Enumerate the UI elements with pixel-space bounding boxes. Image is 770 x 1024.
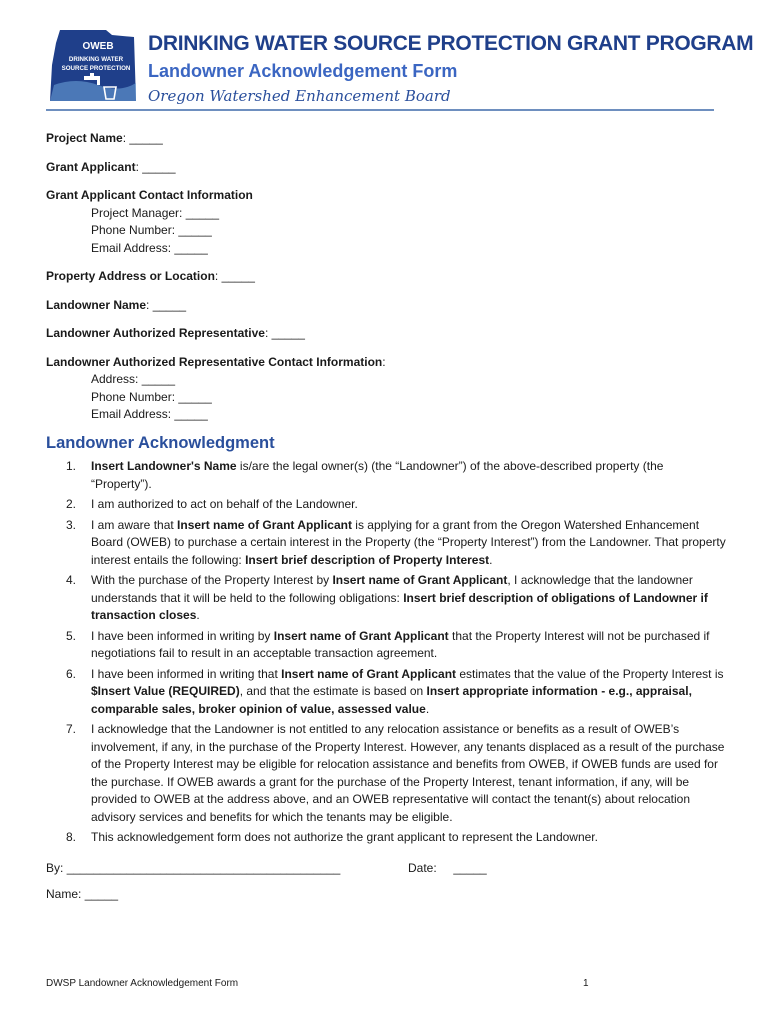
applicant-contact-heading: Grant Applicant Contact Information bbox=[46, 188, 253, 202]
acknowledgment-list bbox=[46, 458, 726, 850]
by-label: By: bbox=[46, 861, 64, 875]
page-title: DRINKING WATER SOURCE PROTECTION GRANT PROGRAM bbox=[148, 32, 754, 55]
date-label: Date: bbox=[408, 861, 437, 875]
phone-label-2: Phone Number: bbox=[91, 389, 176, 404]
by-row bbox=[46, 860, 726, 878]
list-item: 7. I acknowledge that the Landowner is not entitled to any relocation assistance or benefits as a result of OWEB’s involvement, if any, in the purchase of the Property Interest. However, any tenants displaced as a result of the purchase of the Property Interest may be eligible for relocation assistance and benefits from OWEB, if OWEB funds are used for the purchase. If OWEB awards a grant for the purchase of the Property Interest, tenant information, if any, will be provided to OWEB at the address above, and an OWEB representative will contact the tenant(s) about relocation advisory services and benefits for which the tenants may be eligible. bbox=[66, 722, 725, 824]
email-field-1[interactable]: _____ bbox=[174, 240, 208, 255]
list-item: 2. I am authorized to act on behalf of the Landowner. bbox=[66, 497, 358, 511]
form-subtitle: Landowner Acknowledgement Form bbox=[148, 61, 458, 81]
oweb-logo bbox=[46, 27, 138, 107]
phone-field-1[interactable]: _____ bbox=[178, 223, 212, 237]
form-fields bbox=[46, 130, 726, 424]
list-item: 6. I have been informed in writing that Insert name of Grant Applicant estimates that the value of the Property Interest is $Insert Value (REQUIRED), and that the estimate is based on Insert appropriate information - e.g., appraisal, comparable sales, broker opinion of value, assessed value. bbox=[66, 666, 724, 716]
logo-text-line3: SOURCE PROTECTION bbox=[61, 65, 131, 72]
signature-line[interactable]: _________________________________________ bbox=[66, 861, 341, 875]
project-manager-field[interactable]: _____ bbox=[185, 205, 220, 220]
grant-applicant-label: Grant Applicant bbox=[46, 159, 136, 174]
email-row-2 bbox=[46, 406, 726, 424]
email-label-1: Email Address: bbox=[91, 240, 172, 255]
project-manager-row bbox=[46, 205, 726, 223]
footer-form-name: DWSP Landowner Acknowledgement Form bbox=[46, 978, 239, 989]
signature-block bbox=[46, 860, 726, 904]
list-item: 8. This acknowledgement form does not authorize the grant applicant to represent the Landowner. bbox=[66, 830, 598, 844]
section-heading: Landowner Acknowledgment bbox=[46, 434, 275, 452]
project-name-label: Project Name bbox=[46, 131, 123, 145]
phone-row-1 bbox=[46, 222, 726, 240]
logo-text-line2: DRINKING WATER bbox=[68, 56, 124, 63]
name-label: Name: bbox=[46, 887, 82, 901]
phone-row-2 bbox=[46, 389, 726, 407]
name-field[interactable]: _____ bbox=[84, 887, 119, 901]
rep-contact-heading-row: Landowner Authorized Representative Contact Information: bbox=[46, 354, 386, 369]
address-row-2 bbox=[46, 371, 726, 389]
project-manager-label: Project Manager: bbox=[91, 205, 183, 220]
list-item: 3. I am aware that Insert name of Grant Applicant is applying for a grant from the Oregon Watershed Enhancement Board (OWEB) to purchase a certain interest in the Property (the “Property Interest”) from the Landowner. That property interest entails the following: Insert brief description of Property Interest. bbox=[66, 517, 726, 567]
address-label-2: Address: bbox=[91, 372, 139, 386]
authorized-rep-label: Landowner Authorized Representative bbox=[46, 326, 265, 340]
page-footer bbox=[46, 978, 726, 989]
address-field-2[interactable]: _____ bbox=[141, 372, 176, 386]
phone-label-1: Phone Number: bbox=[91, 223, 176, 237]
authorized-rep-row: Landowner Authorized Representative: _____ bbox=[46, 325, 726, 343]
property-address-row: Property Address or Location: _____ bbox=[46, 268, 726, 286]
rep-contact-heading: Landowner Authorized Representative Contact Information bbox=[46, 354, 383, 369]
phone-field-2[interactable]: _____ bbox=[178, 389, 212, 404]
page-number: 1 bbox=[583, 978, 589, 989]
landowner-name-row: Landowner Name: _____ bbox=[46, 297, 726, 315]
logo-text-oweb: OWEB bbox=[82, 41, 114, 52]
name-row bbox=[46, 886, 726, 904]
landowner-name-label: Landowner Name bbox=[46, 297, 147, 312]
landowner-name-field[interactable]: _____ bbox=[152, 297, 187, 312]
list-item: 4. With the purchase of the Property Interest by Insert name of Grant Applicant, I acknowledge that the landowner understands that it will be held to the following obligations: Insert brief description of obligations of Landowner if transaction closes. bbox=[66, 573, 708, 622]
date-cell bbox=[408, 860, 487, 878]
email-row-1 bbox=[46, 240, 726, 258]
project-name-field[interactable]: _____ bbox=[129, 131, 163, 145]
property-address-label: Property Address or Location bbox=[46, 269, 215, 283]
organization-name: Oregon Watershed Enhancement Board bbox=[148, 87, 451, 105]
property-address-field[interactable]: _____ bbox=[221, 269, 255, 283]
list-item: 1. Insert Landowner's Name is/are the legal owner(s) (the “Landowner”) of the above-described property (the “Property”). bbox=[66, 459, 664, 491]
list-item: 5. I have been informed in writing by Insert name of Grant Applicant that the Property Interest will not be purchased if negotiations fail to result in an acceptable transaction agreement. bbox=[66, 628, 710, 660]
grant-applicant-field[interactable]: _____ bbox=[142, 159, 176, 174]
date-field[interactable]: _____ bbox=[453, 861, 487, 875]
grant-applicant-row: Grant Applicant: _____ bbox=[46, 159, 726, 177]
authorized-rep-field[interactable]: _____ bbox=[271, 326, 305, 340]
project-name-row: Project Name: _____ bbox=[46, 130, 726, 148]
header-divider bbox=[46, 109, 714, 111]
email-label-2: Email Address: bbox=[91, 407, 172, 421]
email-field-2[interactable]: _____ bbox=[174, 407, 208, 421]
